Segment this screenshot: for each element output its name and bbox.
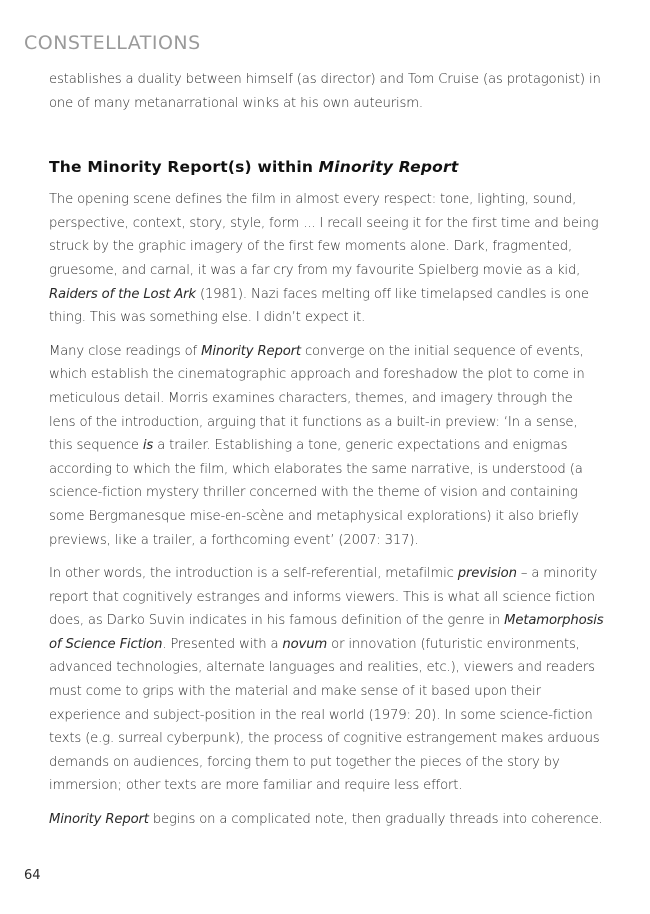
paragraph <box>49 68 601 115</box>
text-line <box>49 633 589 657</box>
text-line: lens of the introduction, arguing that it functions as a built-in preview: ‘In a sense, <box>49 414 578 430</box>
text-line: science-fiction mystery thriller concerned with the theme of vision and containing <box>49 485 578 501</box>
text-line <box>49 609 604 633</box>
text-line: demands on audiences, forcing them to put together the pieces of the story by <box>49 754 560 770</box>
body-text <box>49 68 604 842</box>
text-line <box>49 434 589 458</box>
text-span: converge on the initial sequence of events, <box>300 343 584 359</box>
text-line: one of many metanarrational winks at his own auteurism. <box>49 95 423 111</box>
italic-title: of Science Fiction <box>49 636 163 652</box>
paragraph <box>49 808 603 832</box>
italic-word: prevision <box>457 566 517 582</box>
italic-word: is <box>142 438 154 454</box>
text-span: – a minority <box>516 566 598 582</box>
text-line <box>49 562 598 586</box>
text-line: meticulous detail. Morris examines characters, themes, and imagery through the <box>49 390 573 406</box>
text-line: according to which the film, which elaborates the same narrative, is understood (a <box>49 461 583 477</box>
running-head: CONSTELLATIONS <box>24 32 201 54</box>
text-line: thing. This was something else. I didn’t expect it. <box>49 310 366 326</box>
text-line: previews, like a trailer, a forthcoming event’ (2007: 317). <box>49 532 419 548</box>
text-line <box>49 283 589 307</box>
text-line: report that cognitively estranges and informs viewers. This is what all science fiction <box>49 589 595 605</box>
text-line: The opening scene defines the film in almost every respect: tone, lighting, sound, <box>49 192 577 208</box>
text-line <box>49 340 589 364</box>
text-span: a trailer. Establishing a tone, generic expectations and enigmas <box>153 438 568 454</box>
text-span: this sequence <box>49 438 143 454</box>
text-line: must come to grips with the material and make sense of it based upon their <box>49 684 541 700</box>
italic-word: novum <box>282 636 328 652</box>
text-line: immersion; other texts are more familiar and require less effort. <box>49 778 463 794</box>
paragraph <box>49 188 599 330</box>
italic-title: Minority Report <box>201 343 301 359</box>
paragraph <box>49 340 589 552</box>
text-line <box>49 808 603 832</box>
text-line: advanced technologies, alternate languages and realities, etc.), viewers and readers <box>49 660 595 676</box>
text-line: experience and subject-position in the real world (1979: 20). In some science-fiction <box>49 707 593 723</box>
heading-italic: Minority Report <box>318 158 459 177</box>
text-line: texts (e.g. surreal cyberpunk), the process of cognitive estrangement makes arduous <box>49 731 600 747</box>
text-line: which establish the cinematographic approach and foreshadow the plot to come in <box>49 367 585 383</box>
text-line: some Bergmanesque mise-en-scène and metaphysical explorations) it also briefly <box>49 508 579 524</box>
text-span: In other words, the introduction is a self-referential, metafilmic <box>49 566 458 582</box>
text-span: (1981). Nazi faces melting off like timelapsed candles is one <box>195 286 589 302</box>
text-line: gruesome, and carnal, it was a far cry from my favourite Spielberg movie as a kid, <box>49 262 581 278</box>
text-span: Many close readings of <box>49 343 202 359</box>
text-line: perspective, context, story, style, form ... I recall seeing it for the first time and being <box>49 215 599 231</box>
heading-text: The Minority Report(s) within <box>49 158 319 177</box>
text-span: does, as Darko Suvin indicates in his famous definition of the genre in <box>49 613 505 629</box>
italic-title: Raiders of the Lost Ark <box>49 286 196 302</box>
italic-title: Minority Report <box>49 812 149 828</box>
italic-title: Metamorphosis <box>504 613 604 629</box>
section-heading <box>49 158 589 176</box>
text-span: begins on a complicated note, then gradually threads into coherence. <box>148 812 603 828</box>
page-number: 64 <box>24 868 41 883</box>
text-line: establishes a duality between himself (as director) and Tom Cruise (as protagonist) in <box>49 72 601 87</box>
paragraph <box>49 562 604 798</box>
text-span: . Presented with a <box>162 636 283 652</box>
text-line: struck by the graphic imagery of the first few moments alone. Dark, fragmented, <box>49 239 573 255</box>
text-span: or innovation (futuristic environments, <box>327 636 580 652</box>
